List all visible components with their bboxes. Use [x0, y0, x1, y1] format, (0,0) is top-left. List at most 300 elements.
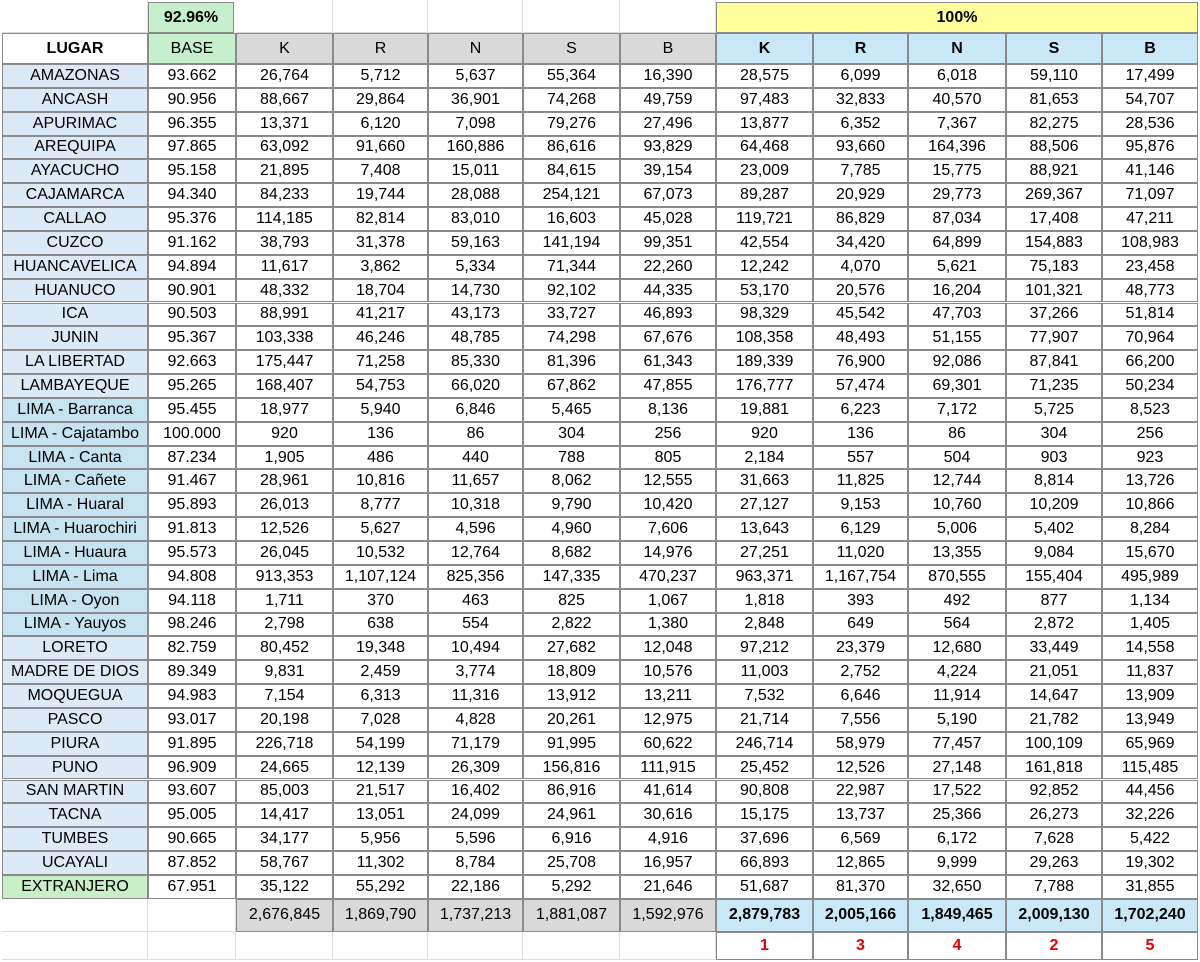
value-cell[interactable]: 2,872: [1006, 613, 1102, 637]
lugar-cell[interactable]: AYACUCHO: [2, 159, 148, 183]
value-cell[interactable]: 6,846: [428, 398, 523, 422]
value-cell[interactable]: 5,627: [333, 517, 428, 541]
value-cell[interactable]: 12,526: [813, 756, 908, 780]
value-cell[interactable]: 85,003: [236, 780, 333, 804]
value-cell[interactable]: 256: [620, 422, 716, 446]
value-cell[interactable]: 1,818: [716, 589, 813, 613]
column-header[interactable]: B: [620, 33, 716, 64]
rank-cell[interactable]: 2: [1006, 932, 1102, 960]
value-cell[interactable]: 825,356: [428, 565, 523, 589]
total-cell[interactable]: 2,676,845: [236, 899, 333, 932]
value-cell[interactable]: 32,650: [908, 875, 1006, 899]
base-cell[interactable]: 94.894: [148, 255, 236, 279]
lugar-cell[interactable]: PASCO: [2, 708, 148, 732]
value-cell[interactable]: 189,339: [716, 350, 813, 374]
value-cell[interactable]: 5,190: [908, 708, 1006, 732]
value-cell[interactable]: 71,258: [333, 350, 428, 374]
total-cell[interactable]: 1,849,465: [908, 899, 1006, 932]
value-cell[interactable]: 111,915: [620, 756, 716, 780]
total-cell[interactable]: 1,881,087: [523, 899, 620, 932]
value-cell[interactable]: 86: [908, 422, 1006, 446]
total-cell[interactable]: 1,737,213: [428, 899, 523, 932]
value-cell[interactable]: 5,596: [428, 827, 523, 851]
value-cell[interactable]: 92,102: [523, 279, 620, 303]
value-cell[interactable]: 20,198: [236, 708, 333, 732]
value-cell[interactable]: 495,989: [1102, 565, 1198, 589]
lugar-cell[interactable]: CUZCO: [2, 231, 148, 255]
value-cell[interactable]: 63,092: [236, 136, 333, 160]
lugar-cell[interactable]: CAJAMARCA: [2, 183, 148, 207]
value-cell[interactable]: 19,881: [716, 398, 813, 422]
lugar-cell[interactable]: LIMA - Huaral: [2, 493, 148, 517]
value-cell[interactable]: 1,905: [236, 446, 333, 470]
value-cell[interactable]: 8,136: [620, 398, 716, 422]
total-cell[interactable]: 1,702,240: [1102, 899, 1198, 932]
value-cell[interactable]: 11,617: [236, 255, 333, 279]
value-cell[interactable]: 31,663: [716, 469, 813, 493]
value-cell[interactable]: 31,855: [1102, 875, 1198, 899]
value-cell[interactable]: 1,380: [620, 613, 716, 637]
value-cell[interactable]: 41,146: [1102, 159, 1198, 183]
value-cell[interactable]: 12,865: [813, 851, 908, 875]
value-cell[interactable]: 10,318: [428, 493, 523, 517]
rank-cell[interactable]: 1: [716, 932, 813, 960]
base-cell[interactable]: 95.158: [148, 159, 236, 183]
value-cell[interactable]: 370: [333, 589, 428, 613]
base-cell[interactable]: 93.662: [148, 64, 236, 88]
value-cell[interactable]: 4,960: [523, 517, 620, 541]
value-cell[interactable]: 86,616: [523, 136, 620, 160]
value-cell[interactable]: 4,828: [428, 708, 523, 732]
value-cell[interactable]: 45,028: [620, 207, 716, 231]
value-cell[interactable]: 19,744: [333, 183, 428, 207]
value-cell[interactable]: 75,183: [1006, 255, 1102, 279]
lugar-cell[interactable]: CALLAO: [2, 207, 148, 231]
value-cell[interactable]: 7,028: [333, 708, 428, 732]
empty-cell[interactable]: [428, 932, 523, 960]
value-cell[interactable]: 13,949: [1102, 708, 1198, 732]
value-cell[interactable]: 71,179: [428, 732, 523, 756]
value-cell[interactable]: 7,172: [908, 398, 1006, 422]
value-cell[interactable]: 25,366: [908, 803, 1006, 827]
value-cell[interactable]: 48,773: [1102, 279, 1198, 303]
value-cell[interactable]: 83,010: [428, 207, 523, 231]
value-cell[interactable]: 89,287: [716, 183, 813, 207]
base-cell[interactable]: 97.865: [148, 136, 236, 160]
base-cell[interactable]: 94.983: [148, 684, 236, 708]
value-cell[interactable]: 1,405: [1102, 613, 1198, 637]
value-cell[interactable]: 16,402: [428, 780, 523, 804]
value-cell[interactable]: 84,233: [236, 183, 333, 207]
value-cell[interactable]: 80,452: [236, 636, 333, 660]
value-cell[interactable]: 41,614: [620, 780, 716, 804]
value-cell[interactable]: 2,752: [813, 660, 908, 684]
value-cell[interactable]: 18,809: [523, 660, 620, 684]
value-cell[interactable]: 788: [523, 446, 620, 470]
value-cell[interactable]: 88,991: [236, 303, 333, 327]
value-cell[interactable]: 1,134: [1102, 589, 1198, 613]
lugar-cell[interactable]: LIMA - Barranca: [2, 398, 148, 422]
value-cell[interactable]: 9,790: [523, 493, 620, 517]
value-cell[interactable]: 22,987: [813, 780, 908, 804]
value-cell[interactable]: 32,833: [813, 88, 908, 112]
value-cell[interactable]: 21,646: [620, 875, 716, 899]
value-cell[interactable]: 17,522: [908, 780, 1006, 804]
value-cell[interactable]: 21,714: [716, 708, 813, 732]
value-cell[interactable]: 14,976: [620, 541, 716, 565]
value-cell[interactable]: 913,353: [236, 565, 333, 589]
value-cell[interactable]: 26,045: [236, 541, 333, 565]
value-cell[interactable]: 58,767: [236, 851, 333, 875]
lugar-cell[interactable]: LIMA - Oyon: [2, 589, 148, 613]
value-cell[interactable]: 4,070: [813, 255, 908, 279]
value-cell[interactable]: 32,226: [1102, 803, 1198, 827]
base-cell[interactable]: 91.162: [148, 231, 236, 255]
value-cell[interactable]: 11,003: [716, 660, 813, 684]
empty-cell[interactable]: [523, 0, 620, 33]
value-cell[interactable]: 14,417: [236, 803, 333, 827]
column-header[interactable]: R: [813, 33, 908, 64]
value-cell[interactable]: 226,718: [236, 732, 333, 756]
value-cell[interactable]: 77,907: [1006, 326, 1102, 350]
column-header[interactable]: R: [333, 33, 428, 64]
value-cell[interactable]: 66,200: [1102, 350, 1198, 374]
value-cell[interactable]: 9,831: [236, 660, 333, 684]
value-cell[interactable]: 825: [523, 589, 620, 613]
base-cell[interactable]: 95.265: [148, 374, 236, 398]
value-cell[interactable]: 86,916: [523, 780, 620, 804]
value-cell[interactable]: 65,969: [1102, 732, 1198, 756]
value-cell[interactable]: 74,268: [523, 88, 620, 112]
value-cell[interactable]: 29,773: [908, 183, 1006, 207]
value-cell[interactable]: 20,576: [813, 279, 908, 303]
value-cell[interactable]: 304: [1006, 422, 1102, 446]
value-cell[interactable]: 6,916: [523, 827, 620, 851]
value-cell[interactable]: 42,554: [716, 231, 813, 255]
value-cell[interactable]: 164,396: [908, 136, 1006, 160]
value-cell[interactable]: 37,696: [716, 827, 813, 851]
value-cell[interactable]: 2,798: [236, 613, 333, 637]
lugar-cell[interactable]: UCAYALI: [2, 851, 148, 875]
lugar-cell[interactable]: LORETO: [2, 636, 148, 660]
value-cell[interactable]: 13,211: [620, 684, 716, 708]
column-header[interactable]: N: [428, 33, 523, 64]
value-cell[interactable]: 393: [813, 589, 908, 613]
value-cell[interactable]: 492: [908, 589, 1006, 613]
value-cell[interactable]: 67,073: [620, 183, 716, 207]
lugar-cell[interactable]: APURIMAC: [2, 112, 148, 136]
value-cell[interactable]: 70,964: [1102, 326, 1198, 350]
value-cell[interactable]: 564: [908, 613, 1006, 637]
value-cell[interactable]: 8,784: [428, 851, 523, 875]
value-cell[interactable]: 26,309: [428, 756, 523, 780]
value-cell[interactable]: 5,402: [1006, 517, 1102, 541]
value-cell[interactable]: 14,558: [1102, 636, 1198, 660]
value-cell[interactable]: 86: [428, 422, 523, 446]
value-cell[interactable]: 34,177: [236, 827, 333, 851]
value-cell[interactable]: 26,273: [1006, 803, 1102, 827]
value-cell[interactable]: 13,355: [908, 541, 1006, 565]
empty-cell[interactable]: [333, 0, 428, 33]
value-cell[interactable]: 7,408: [333, 159, 428, 183]
value-cell[interactable]: 15,011: [428, 159, 523, 183]
value-cell[interactable]: 6,018: [908, 64, 1006, 88]
value-cell[interactable]: 13,737: [813, 803, 908, 827]
value-cell[interactable]: 5,637: [428, 64, 523, 88]
value-cell[interactable]: 19,348: [333, 636, 428, 660]
value-cell[interactable]: 47,703: [908, 303, 1006, 327]
empty-cell[interactable]: [2, 899, 148, 932]
value-cell[interactable]: 11,657: [428, 469, 523, 493]
full-pct-header[interactable]: 100%: [716, 2, 1198, 33]
value-cell[interactable]: 6,223: [813, 398, 908, 422]
value-cell[interactable]: 61,343: [620, 350, 716, 374]
lugar-cell[interactable]: LIMA - Canta: [2, 446, 148, 470]
value-cell[interactable]: 66,020: [428, 374, 523, 398]
column-header[interactable]: S: [523, 33, 620, 64]
base-cell[interactable]: 91.467: [148, 469, 236, 493]
value-cell[interactable]: 40,570: [908, 88, 1006, 112]
value-cell[interactable]: 57,474: [813, 374, 908, 398]
value-cell[interactable]: 27,682: [523, 636, 620, 660]
value-cell[interactable]: 37,266: [1006, 303, 1102, 327]
value-cell[interactable]: 10,532: [333, 541, 428, 565]
base-cell[interactable]: 93.607: [148, 780, 236, 804]
lugar-cell[interactable]: ICA: [2, 303, 148, 327]
value-cell[interactable]: 92,086: [908, 350, 1006, 374]
value-cell[interactable]: 101,321: [1006, 279, 1102, 303]
value-cell[interactable]: 100,109: [1006, 732, 1102, 756]
value-cell[interactable]: 25,708: [523, 851, 620, 875]
empty-cell[interactable]: [236, 932, 333, 960]
value-cell[interactable]: 12,975: [620, 708, 716, 732]
value-cell[interactable]: 5,334: [428, 255, 523, 279]
value-cell[interactable]: 76,900: [813, 350, 908, 374]
value-cell[interactable]: 5,465: [523, 398, 620, 422]
value-cell[interactable]: 91,995: [523, 732, 620, 756]
value-cell[interactable]: 168,407: [236, 374, 333, 398]
value-cell[interactable]: 51,814: [1102, 303, 1198, 327]
value-cell[interactable]: 1,711: [236, 589, 333, 613]
value-cell[interactable]: 71,235: [1006, 374, 1102, 398]
value-cell[interactable]: 71,344: [523, 255, 620, 279]
value-cell[interactable]: 463: [428, 589, 523, 613]
lugar-cell[interactable]: TACNA: [2, 803, 148, 827]
value-cell[interactable]: 27,127: [716, 493, 813, 517]
value-cell[interactable]: 67,862: [523, 374, 620, 398]
empty-cell[interactable]: [148, 932, 236, 960]
value-cell[interactable]: 48,332: [236, 279, 333, 303]
lugar-cell[interactable]: TUMBES: [2, 827, 148, 851]
value-cell[interactable]: 13,726: [1102, 469, 1198, 493]
lugar-cell[interactable]: LA LIBERTAD: [2, 350, 148, 374]
value-cell[interactable]: 13,643: [716, 517, 813, 541]
value-cell[interactable]: 246,714: [716, 732, 813, 756]
base-header[interactable]: BASE: [148, 33, 236, 64]
value-cell[interactable]: 554: [428, 613, 523, 637]
value-cell[interactable]: 147,335: [523, 565, 620, 589]
value-cell[interactable]: 22,260: [620, 255, 716, 279]
lugar-cell[interactable]: AREQUIPA: [2, 136, 148, 160]
value-cell[interactable]: 54,753: [333, 374, 428, 398]
lugar-cell[interactable]: HUANCAVELICA: [2, 255, 148, 279]
value-cell[interactable]: 12,555: [620, 469, 716, 493]
lugar-cell[interactable]: HUANUCO: [2, 279, 148, 303]
value-cell[interactable]: 82,275: [1006, 112, 1102, 136]
value-cell[interactable]: 103,338: [236, 326, 333, 350]
value-cell[interactable]: 12,048: [620, 636, 716, 660]
empty-cell[interactable]: [333, 932, 428, 960]
value-cell[interactable]: 5,725: [1006, 398, 1102, 422]
empty-cell[interactable]: [620, 0, 716, 33]
value-cell[interactable]: 870,555: [908, 565, 1006, 589]
value-cell[interactable]: 6,099: [813, 64, 908, 88]
total-cell[interactable]: 1,592,976: [620, 899, 716, 932]
value-cell[interactable]: 11,316: [428, 684, 523, 708]
base-cell[interactable]: 96.909: [148, 756, 236, 780]
value-cell[interactable]: 160,886: [428, 136, 523, 160]
base-cell[interactable]: 82.759: [148, 636, 236, 660]
value-cell[interactable]: 81,396: [523, 350, 620, 374]
value-cell[interactable]: 87,034: [908, 207, 1006, 231]
base-cell[interactable]: 94.118: [148, 589, 236, 613]
value-cell[interactable]: 23,009: [716, 159, 813, 183]
value-cell[interactable]: 21,517: [333, 780, 428, 804]
value-cell[interactable]: 20,929: [813, 183, 908, 207]
value-cell[interactable]: 31,378: [333, 231, 428, 255]
value-cell[interactable]: 30,616: [620, 803, 716, 827]
value-cell[interactable]: 69,301: [908, 374, 1006, 398]
value-cell[interactable]: 7,628: [1006, 827, 1102, 851]
value-cell[interactable]: 11,837: [1102, 660, 1198, 684]
value-cell[interactable]: 51,155: [908, 326, 1006, 350]
value-cell[interactable]: 8,284: [1102, 517, 1198, 541]
value-cell[interactable]: 5,940: [333, 398, 428, 422]
value-cell[interactable]: 47,211: [1102, 207, 1198, 231]
value-cell[interactable]: 5,712: [333, 64, 428, 88]
empty-cell[interactable]: [620, 932, 716, 960]
lugar-cell[interactable]: LIMA - Cañete: [2, 469, 148, 493]
value-cell[interactable]: 175,447: [236, 350, 333, 374]
value-cell[interactable]: 156,816: [523, 756, 620, 780]
value-cell[interactable]: 26,013: [236, 493, 333, 517]
value-cell[interactable]: 7,098: [428, 112, 523, 136]
value-cell[interactable]: 59,110: [1006, 64, 1102, 88]
value-cell[interactable]: 27,148: [908, 756, 1006, 780]
value-cell[interactable]: 81,653: [1006, 88, 1102, 112]
value-cell[interactable]: 108,983: [1102, 231, 1198, 255]
value-cell[interactable]: 13,909: [1102, 684, 1198, 708]
value-cell[interactable]: 6,129: [813, 517, 908, 541]
column-header[interactable]: K: [716, 33, 813, 64]
value-cell[interactable]: 8,523: [1102, 398, 1198, 422]
value-cell[interactable]: 28,575: [716, 64, 813, 88]
value-cell[interactable]: 269,367: [1006, 183, 1102, 207]
value-cell[interactable]: 11,825: [813, 469, 908, 493]
value-cell[interactable]: 60,622: [620, 732, 716, 756]
total-cell[interactable]: 2,005,166: [813, 899, 908, 932]
value-cell[interactable]: 4,596: [428, 517, 523, 541]
value-cell[interactable]: 97,212: [716, 636, 813, 660]
value-cell[interactable]: 38,793: [236, 231, 333, 255]
value-cell[interactable]: 920: [716, 422, 813, 446]
value-cell[interactable]: 23,379: [813, 636, 908, 660]
value-cell[interactable]: 108,358: [716, 326, 813, 350]
value-cell[interactable]: 13,371: [236, 112, 333, 136]
base-cell[interactable]: 98.246: [148, 613, 236, 637]
column-header[interactable]: B: [1102, 33, 1198, 64]
value-cell[interactable]: 21,782: [1006, 708, 1102, 732]
value-cell[interactable]: 88,506: [1006, 136, 1102, 160]
column-header[interactable]: N: [908, 33, 1006, 64]
value-cell[interactable]: 14,647: [1006, 684, 1102, 708]
rank-cell[interactable]: 4: [908, 932, 1006, 960]
value-cell[interactable]: 5,422: [1102, 827, 1198, 851]
lugar-cell[interactable]: SAN MARTIN: [2, 780, 148, 804]
value-cell[interactable]: 87,841: [1006, 350, 1102, 374]
value-cell[interactable]: 28,088: [428, 183, 523, 207]
empty-cell[interactable]: [2, 932, 148, 960]
value-cell[interactable]: 805: [620, 446, 716, 470]
value-cell[interactable]: 10,866: [1102, 493, 1198, 517]
value-cell[interactable]: 24,099: [428, 803, 523, 827]
value-cell[interactable]: 903: [1006, 446, 1102, 470]
value-cell[interactable]: 1,167,754: [813, 565, 908, 589]
value-cell[interactable]: 2,822: [523, 613, 620, 637]
value-cell[interactable]: 92,852: [1006, 780, 1102, 804]
rank-cell[interactable]: 5: [1102, 932, 1198, 960]
value-cell[interactable]: 27,496: [620, 112, 716, 136]
value-cell[interactable]: 17,408: [1006, 207, 1102, 231]
base-cell[interactable]: 95.455: [148, 398, 236, 422]
lugar-cell[interactable]: EXTRANJERO: [2, 875, 148, 899]
value-cell[interactable]: 504: [908, 446, 1006, 470]
empty-cell[interactable]: [2, 0, 148, 33]
value-cell[interactable]: 3,774: [428, 660, 523, 684]
base-cell[interactable]: 91.895: [148, 732, 236, 756]
base-cell[interactable]: 95.367: [148, 326, 236, 350]
base-cell[interactable]: 94.340: [148, 183, 236, 207]
value-cell[interactable]: 43,173: [428, 303, 523, 327]
value-cell[interactable]: 8,062: [523, 469, 620, 493]
value-cell[interactable]: 1,107,124: [333, 565, 428, 589]
value-cell[interactable]: 10,576: [620, 660, 716, 684]
value-cell[interactable]: 2,184: [716, 446, 813, 470]
base-cell[interactable]: 90.503: [148, 303, 236, 327]
value-cell[interactable]: 47,855: [620, 374, 716, 398]
value-cell[interactable]: 21,895: [236, 159, 333, 183]
lugar-cell[interactable]: MADRE DE DIOS: [2, 660, 148, 684]
value-cell[interactable]: 115,485: [1102, 756, 1198, 780]
lugar-cell[interactable]: ANCASH: [2, 88, 148, 112]
base-cell[interactable]: 89.349: [148, 660, 236, 684]
value-cell[interactable]: 12,139: [333, 756, 428, 780]
value-cell[interactable]: 88,921: [1006, 159, 1102, 183]
base-cell[interactable]: 95.573: [148, 541, 236, 565]
value-cell[interactable]: 50,234: [1102, 374, 1198, 398]
value-cell[interactable]: 46,893: [620, 303, 716, 327]
value-cell[interactable]: 23,458: [1102, 255, 1198, 279]
value-cell[interactable]: 28,961: [236, 469, 333, 493]
value-cell[interactable]: 58,979: [813, 732, 908, 756]
value-cell[interactable]: 13,051: [333, 803, 428, 827]
value-cell[interactable]: 119,721: [716, 207, 813, 231]
value-cell[interactable]: 12,744: [908, 469, 1006, 493]
value-cell[interactable]: 256: [1102, 422, 1198, 446]
value-cell[interactable]: 10,760: [908, 493, 1006, 517]
total-cell[interactable]: 2,879,783: [716, 899, 813, 932]
value-cell[interactable]: 26,764: [236, 64, 333, 88]
